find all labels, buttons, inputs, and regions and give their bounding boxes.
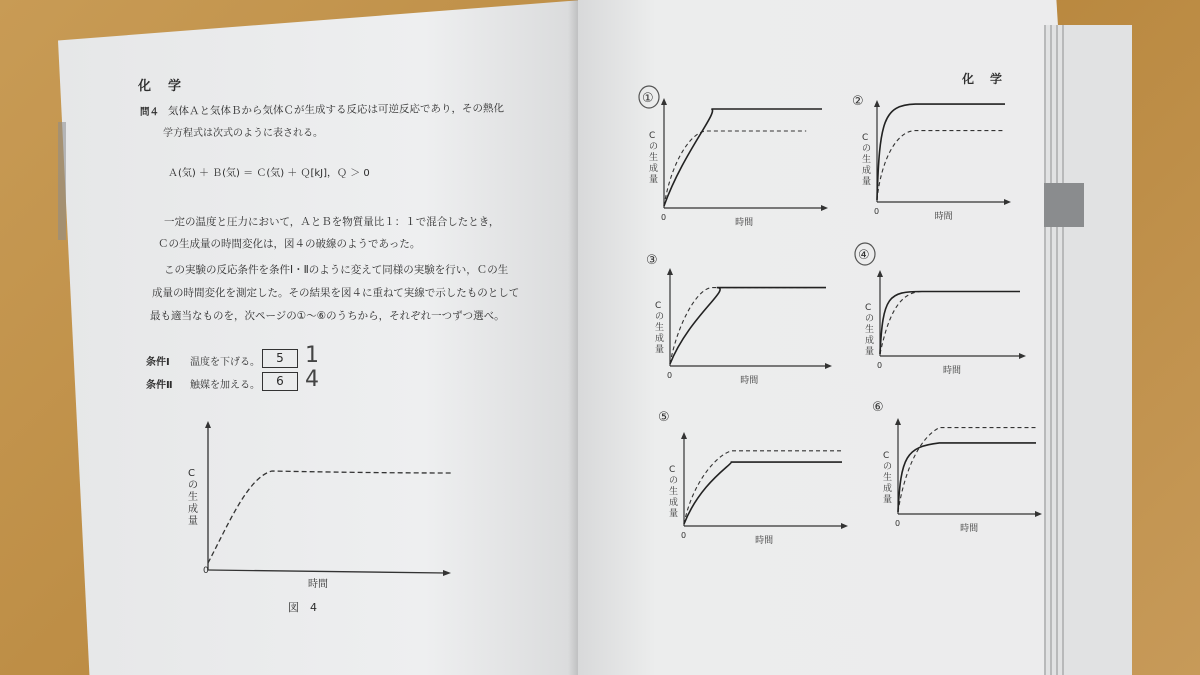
graph-6-origin: 0: [895, 519, 901, 528]
intro-line-1: 気体Ａと気体Ｂから気体Ｃが生成する反応は可逆反応であり，その熱化: [167, 102, 505, 118]
graph-2-x-arrow: [1004, 199, 1011, 205]
para2-line-1: この実験の反応条件を条件Ⅰ・Ⅱのように変えて同様の実験を行い，Ｃの生: [164, 264, 509, 276]
figure-4-caption: 図 4: [288, 601, 317, 614]
graph-3-number: ③: [646, 253, 658, 268]
graph-6-ylabel: C の生成量: [883, 451, 893, 505]
graph-5-x-arrow: [841, 523, 848, 529]
graph-6-dashed-curve: [898, 428, 1036, 512]
graph-3-y-arrow: [667, 268, 673, 275]
graph-2-xlabel: 時間: [934, 212, 953, 222]
graph-4-ylabel: C の生成量: [865, 303, 875, 357]
handwritten-answer-4: 4: [305, 367, 319, 392]
condition-2-text: 触媒を加える。: [190, 380, 260, 391]
graph-4-xlabel: 時間: [943, 366, 962, 376]
graph-2-origin: 0: [874, 207, 880, 216]
graph-5-ylabel: C の生成量: [669, 465, 679, 519]
figure-4-ylabel: Cの生成量: [188, 468, 198, 527]
graph-1-dashed-curve: [664, 131, 806, 206]
graph-2-ylabel: C の生成量: [862, 133, 872, 187]
handwritten-answer-1: 1: [305, 343, 319, 368]
graph-1-number: ①: [642, 91, 654, 106]
graph-6-y-arrow: [895, 418, 901, 425]
graph-2-y-arrow: [874, 100, 880, 107]
para1-line-1: 一定の温度と圧力において，ＡとＢを物質量比１：１で混合したとき，: [164, 216, 500, 228]
graph-4-y-arrow: [877, 270, 883, 277]
graph-1-x-arrow: [821, 205, 828, 211]
condition-1-label: 条件Ⅰ: [146, 357, 170, 368]
graph-1-origin: 0: [661, 213, 667, 222]
graph-4-dashed-curve: [880, 292, 1020, 355]
right-subject-header: 化 学: [962, 72, 1005, 86]
graph-5-origin: 0: [681, 531, 687, 540]
question-label: 問４: [140, 107, 160, 118]
graph-5-xlabel: 時間: [755, 536, 774, 546]
graph-6-number: ⑥: [872, 400, 884, 415]
graph-4-number: ④: [858, 248, 870, 263]
answer-box-5[interactable]: 5: [262, 349, 298, 368]
intro-line-2: 学方程式は次式のように表される。: [163, 128, 323, 139]
para2-line-2: 成量の時間変化を測定した。その結果を図４に重ねて実線で示したものとして: [152, 287, 520, 299]
condition-2-label: 条件Ⅱ: [146, 380, 173, 391]
graph-4-origin: 0: [877, 361, 883, 370]
thermochemical-equation: Ａ(気) ＋ Ｂ(気) ＝ Ｃ(気) ＋ Ｑ[kJ]，Ｑ ＞ 0: [168, 168, 370, 179]
graph-3-origin: 0: [667, 371, 673, 380]
graph-1-y-arrow: [661, 98, 667, 105]
graph-1-ylabel: C の生成量: [649, 131, 659, 185]
graph-3-solid-curve: [670, 288, 826, 364]
condition-1-text: 温度を下げる。: [190, 357, 260, 368]
graph-2-dashed-curve: [877, 131, 1005, 200]
graph-5-number: ⑤: [658, 410, 670, 425]
graph-2-solid-curve: [877, 104, 1005, 200]
graph-6-xlabel: 時間: [960, 524, 979, 534]
graph-6-x-arrow: [1035, 511, 1042, 517]
para2-line-3: 最も適当なものを，次ページの①～⑥のうちから，それぞれ一つずつ選べ。: [150, 310, 505, 322]
figure-4-origin: 0: [203, 566, 209, 576]
graph-3-xlabel: 時間: [740, 376, 759, 386]
graph-6-solid-curve: [898, 443, 1036, 512]
graph-1-xlabel: 時間: [735, 218, 754, 228]
graph-4-x-arrow: [1019, 353, 1026, 359]
left-subject-header: 化 学: [138, 79, 184, 94]
graph-1-solid-curve: [664, 109, 822, 206]
figure-4-xlabel: 時間: [308, 579, 328, 590]
graph-3-ylabel: C の生成量: [655, 301, 665, 355]
graph-2-number: ②: [852, 94, 864, 109]
graph-5-solid-curve: [684, 462, 842, 524]
graph-5-y-arrow: [681, 432, 687, 439]
para1-line-2: Ｃの生成量の時間変化は，図４の破線のようであった。: [158, 238, 421, 250]
answer-box-6[interactable]: 6: [262, 372, 298, 391]
graph-3-x-arrow: [825, 363, 832, 369]
